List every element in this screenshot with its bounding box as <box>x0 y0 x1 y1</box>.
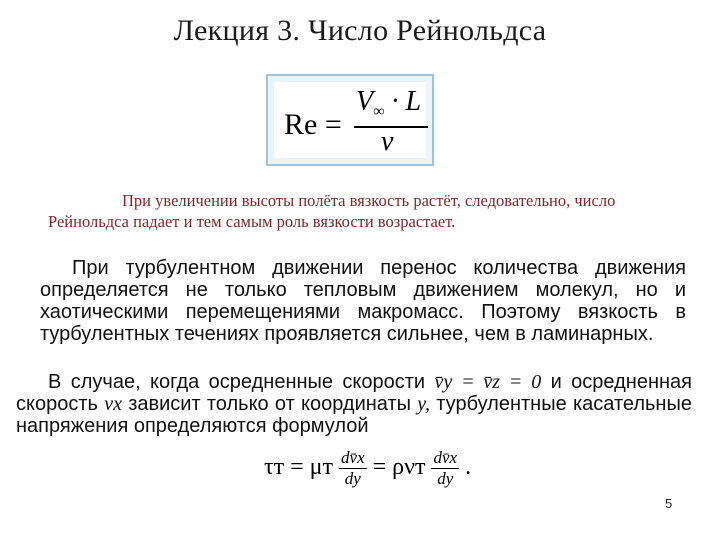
scan-paragraph-1-text: При турбулентном движении перенос количества движения определяется не только тепловым движением молекул, но и хаотическими перемещениями макромасс. Поэтому вязкость в турбулентных течениях проявляется сильнее, чем в ламинарных. <box>40 257 686 345</box>
paragraph-1-text: При увеличении высоты полёта вязкость растёт, следовательно, число Рейнольдса падает и тем самым роль вязкости возрастает. <box>48 191 616 231</box>
reynolds-formula-box <box>266 74 434 166</box>
eq-mid: = ρνт <box>372 454 426 481</box>
formula-numerator <box>356 86 421 121</box>
inline-math-vx: vx <box>104 393 122 415</box>
eq-frac1-den: dy <box>344 469 361 488</box>
turbulent-viscosity-paragraph <box>40 257 686 345</box>
formula-lhs: Re = <box>284 108 342 141</box>
eq-end: . <box>465 454 472 481</box>
formula-numerator-sub: ∞ <box>373 103 385 120</box>
inline-math-y: y, <box>417 393 431 415</box>
shear-stress-paragraph <box>16 371 692 437</box>
slide-title: Лекция 3. Число Рейнольдса <box>173 14 547 47</box>
turbulent-stress-equation <box>264 448 471 489</box>
formula-denominator: ν <box>381 126 394 157</box>
eq-fraction-2 <box>431 448 459 489</box>
eq-fraction-1 <box>339 448 367 489</box>
eq-frac2-num: dv̄x <box>433 448 458 467</box>
eq-lhs: τт = μт <box>264 454 334 481</box>
eq-frac1-num: dv̄x <box>341 448 365 467</box>
scan-p2-c: зависит только от координаты <box>128 393 412 415</box>
scan-p2-d: турбулентные касательные напряжения определяются формулой <box>16 393 692 437</box>
inline-math-velocities: v̄y = v̄z = 0 <box>434 371 542 393</box>
formula-numerator-rest: · L <box>384 86 422 117</box>
eq-frac2-den: dy <box>437 469 454 488</box>
altitude-viscosity-paragraph <box>48 190 678 232</box>
scan-p2-a: В случае, когда осредненные скорости <box>48 371 426 393</box>
formula-panel <box>274 82 426 158</box>
page-number: 5 <box>665 496 673 511</box>
scan-p2-b: и осредненная скорость <box>16 371 692 415</box>
formula-numerator-main: V <box>356 86 374 117</box>
